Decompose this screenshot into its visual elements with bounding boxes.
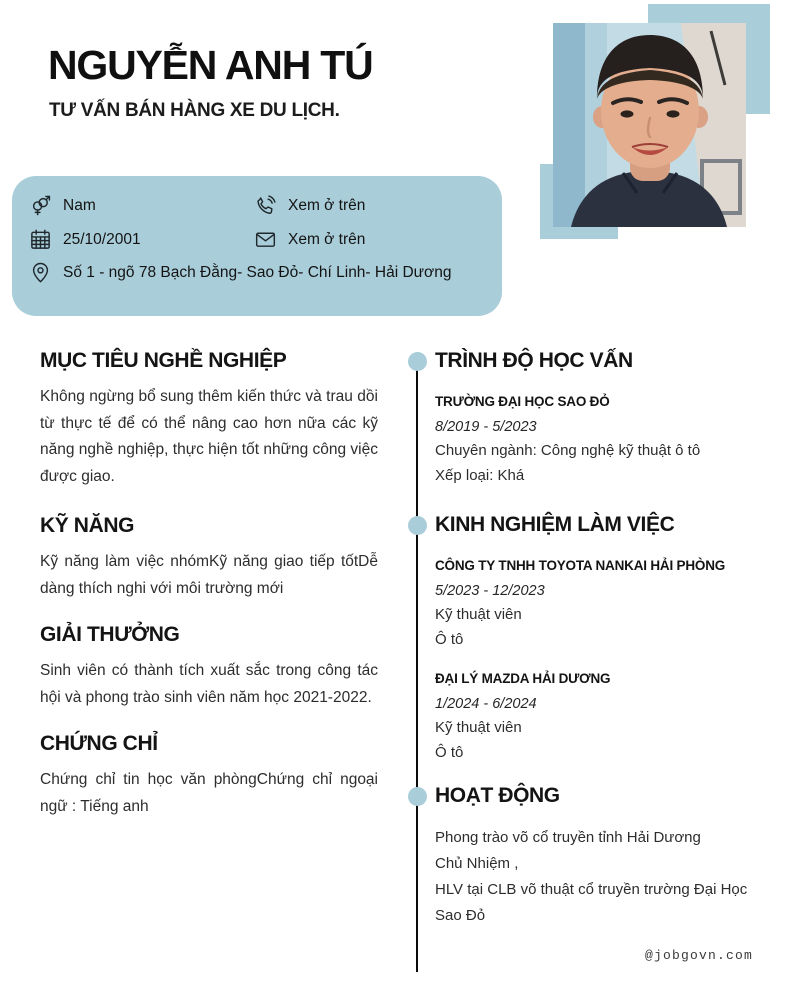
section-title: KỸ NĂNG (40, 514, 135, 537)
section-title: CHỨNG CHỈ (40, 732, 158, 755)
section-career-objective (40, 348, 378, 490)
entry-company: CÔNG TY TNHH TOYOTA NANKAI HẢI PHÒNG (435, 558, 726, 573)
section-title: MỤC TIÊU NGHỀ NGHIỆP (40, 349, 287, 372)
section-title: GIẢI THƯỞNG (40, 623, 180, 646)
experience-entry (435, 554, 767, 652)
entry-company: ĐẠI LÝ MAZDA HẢI DƯƠNG (435, 671, 611, 686)
portrait-illustration (553, 23, 746, 227)
section-title: HOẠT ĐỘNG (435, 784, 560, 807)
entry-line: HLV tại CLB võ thuật cổ truyền trường Đại Học Sao Đỏ (435, 881, 748, 924)
timeline-divider (416, 361, 418, 972)
contact-gender-value: Nam (63, 196, 96, 214)
entry-line: Ô tô (435, 743, 464, 761)
section-skills (40, 513, 378, 602)
activity-entry (435, 825, 767, 929)
entry-period: 8/2019 - 5/2023 (435, 418, 537, 435)
section-education (435, 348, 767, 488)
contact-phone-value: Xem ở trên (288, 196, 366, 214)
experience-entry (435, 667, 767, 765)
entry-period: 5/2023 - 12/2023 (435, 582, 545, 599)
contact-address-value: Số 1 - ngõ 78 Bạch Đằng- Sao Đỏ- Chí Linh- Hải Dương (63, 263, 452, 281)
gender-icon (29, 194, 52, 217)
candidate-name: NGUYỄN ANH TÚ (48, 42, 373, 88)
section-title: KINH NGHIỆM LÀM VIỆC (435, 513, 675, 536)
profile-photo (553, 23, 746, 227)
location-icon (29, 261, 52, 284)
contact-email-value: Xem ở trên (288, 230, 366, 248)
contact-phone (254, 194, 365, 217)
section-awards (40, 622, 378, 711)
section-body: Kỹ năng làm việc nhómKỹ năng giao tiếp tốtDễ dàng thích nghi với môi trường mới (40, 553, 378, 597)
phone-icon (254, 194, 277, 217)
section-body: Không ngừng bổ sung thêm kiến thức và trau dồi từ thực tế để có thể nâng cao hơn nữa các kỹ năng nghề nghiệp, thực hiện tốt những công việc được giao. (40, 388, 378, 485)
section-body: Sinh viên có thành tích xuất sắc trong công tác hội và phong trào sinh viên năm học 2021-2022. (40, 662, 378, 706)
timeline-dot-experience (408, 516, 427, 535)
section-certificates (40, 731, 378, 820)
envelope-icon (254, 228, 277, 251)
entry-line: Ô tô (435, 630, 464, 648)
contact-birthday (29, 228, 141, 251)
entry-line: Kỹ thuật viên (435, 606, 522, 623)
contact-gender (29, 194, 96, 217)
section-activities (435, 783, 767, 929)
entry-line: Phong trào võ cổ truyền tỉnh Hải Dương (435, 829, 701, 846)
section-experience (435, 512, 767, 765)
watermark: @jobgovn.com (644, 948, 753, 963)
entry-school: TRƯỜNG ĐẠI HỌC SAO ĐỎ (435, 394, 610, 409)
contact-email (254, 228, 365, 251)
calendar-icon (29, 228, 52, 251)
entry-line: Xếp loại: Khá (435, 466, 525, 484)
section-title: TRÌNH ĐỘ HỌC VẤN (435, 349, 633, 372)
entry-period: 1/2024 - 6/2024 (435, 695, 537, 712)
timeline-dot-education (408, 352, 427, 371)
contact-birthday-value: 25/10/2001 (63, 230, 141, 248)
section-body: Chứng chỉ tin học văn phòngChứng chỉ ngoại ngữ : Tiếng anh (40, 771, 378, 815)
entry-line: Chuyên ngành: Công nghệ kỹ thuật ô tô (435, 442, 701, 459)
timeline-dot-activities (408, 787, 427, 806)
job-title: TƯ VẤN BÁN HÀNG XE DU LỊCH. (49, 100, 340, 121)
entry-line: Kỹ thuật viên (435, 719, 522, 736)
contact-address (29, 261, 451, 284)
entry-line: Chủ Nhiệm , (435, 855, 519, 872)
education-entry (435, 390, 767, 488)
